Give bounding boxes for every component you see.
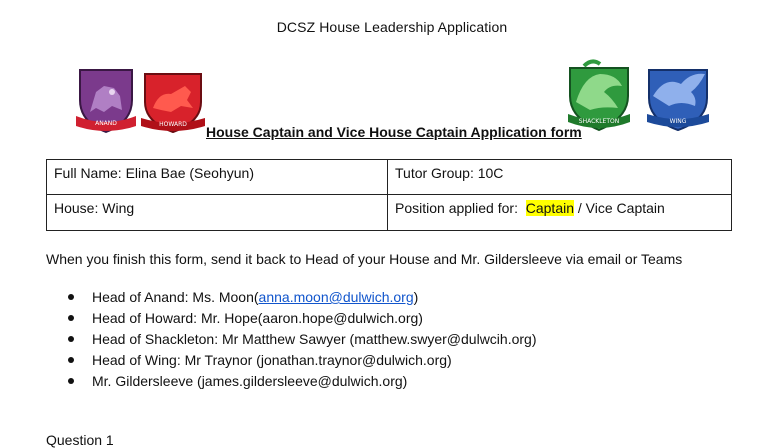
tutor-group-cell[interactable]: Tutor Group: 10C [388,160,732,195]
bullet-icon [68,294,74,300]
list-item [46,288,537,309]
bullet-icon [68,378,74,384]
anand-head-suffix: ) [413,289,419,305]
document-header: DCSZ House Leadership Application [276,19,508,35]
anand-house-crest [76,66,136,134]
list-item [46,351,537,372]
anand-email-link[interactable]: anna.moon@dulwich.org [258,289,414,305]
wing-banner-text: WING [669,118,687,125]
wing-head-contact: Head of Wing: Mr Traynor (jonathan.traynor@dulwich.org) [92,352,452,368]
house-contacts-list [46,288,537,393]
shackleton-head-contact: Head of Shackleton: Mr Matthew Sawyer (matthew.swyer@dulwcih.org) [92,331,537,347]
list-item [46,309,537,330]
shackleton-banner-text: SHACKLETON [578,118,620,125]
applicant-info-table [46,159,732,231]
submission-instructions: When you finish this form, send it back to Head of your House and Mr. Gildersleeve via email or Teams [46,251,683,267]
howard-house-crest [141,70,205,134]
list-item [46,330,537,351]
full-name-cell[interactable]: Full Name: Elina Bae (Seohyun) [47,160,388,195]
position-label: Position applied for: [395,200,526,216]
bullet-icon [68,357,74,363]
bullet-icon [68,336,74,342]
gildersleeve-contact: Mr. Gildersleeve (james.gildersleeve@dulwich.org) [92,373,408,389]
form-title: House Captain and Vice House Captain Application form [206,124,582,140]
bullet-icon [68,315,74,321]
howard-banner-text: HOWARD [159,121,187,128]
howard-head-contact: Head of Howard: Mr. Hope(aaron.hope@dulwich.org) [92,310,423,326]
house-cell[interactable]: House: Wing [47,195,388,231]
anand-head-prefix: Head of Anand: Ms. Moon( [92,289,259,305]
position-selected-captain: Captain [525,200,575,216]
anand-banner-text: ANAND [95,120,117,127]
position-alternative: / Vice Captain [574,200,665,216]
table-row [47,160,732,195]
shackleton-house-crest [566,58,632,132]
table-row [47,195,732,231]
position-cell[interactable] [388,195,732,231]
question-heading: Question 1 [46,432,114,448]
wing-house-crest [645,66,711,132]
list-item [46,372,537,393]
